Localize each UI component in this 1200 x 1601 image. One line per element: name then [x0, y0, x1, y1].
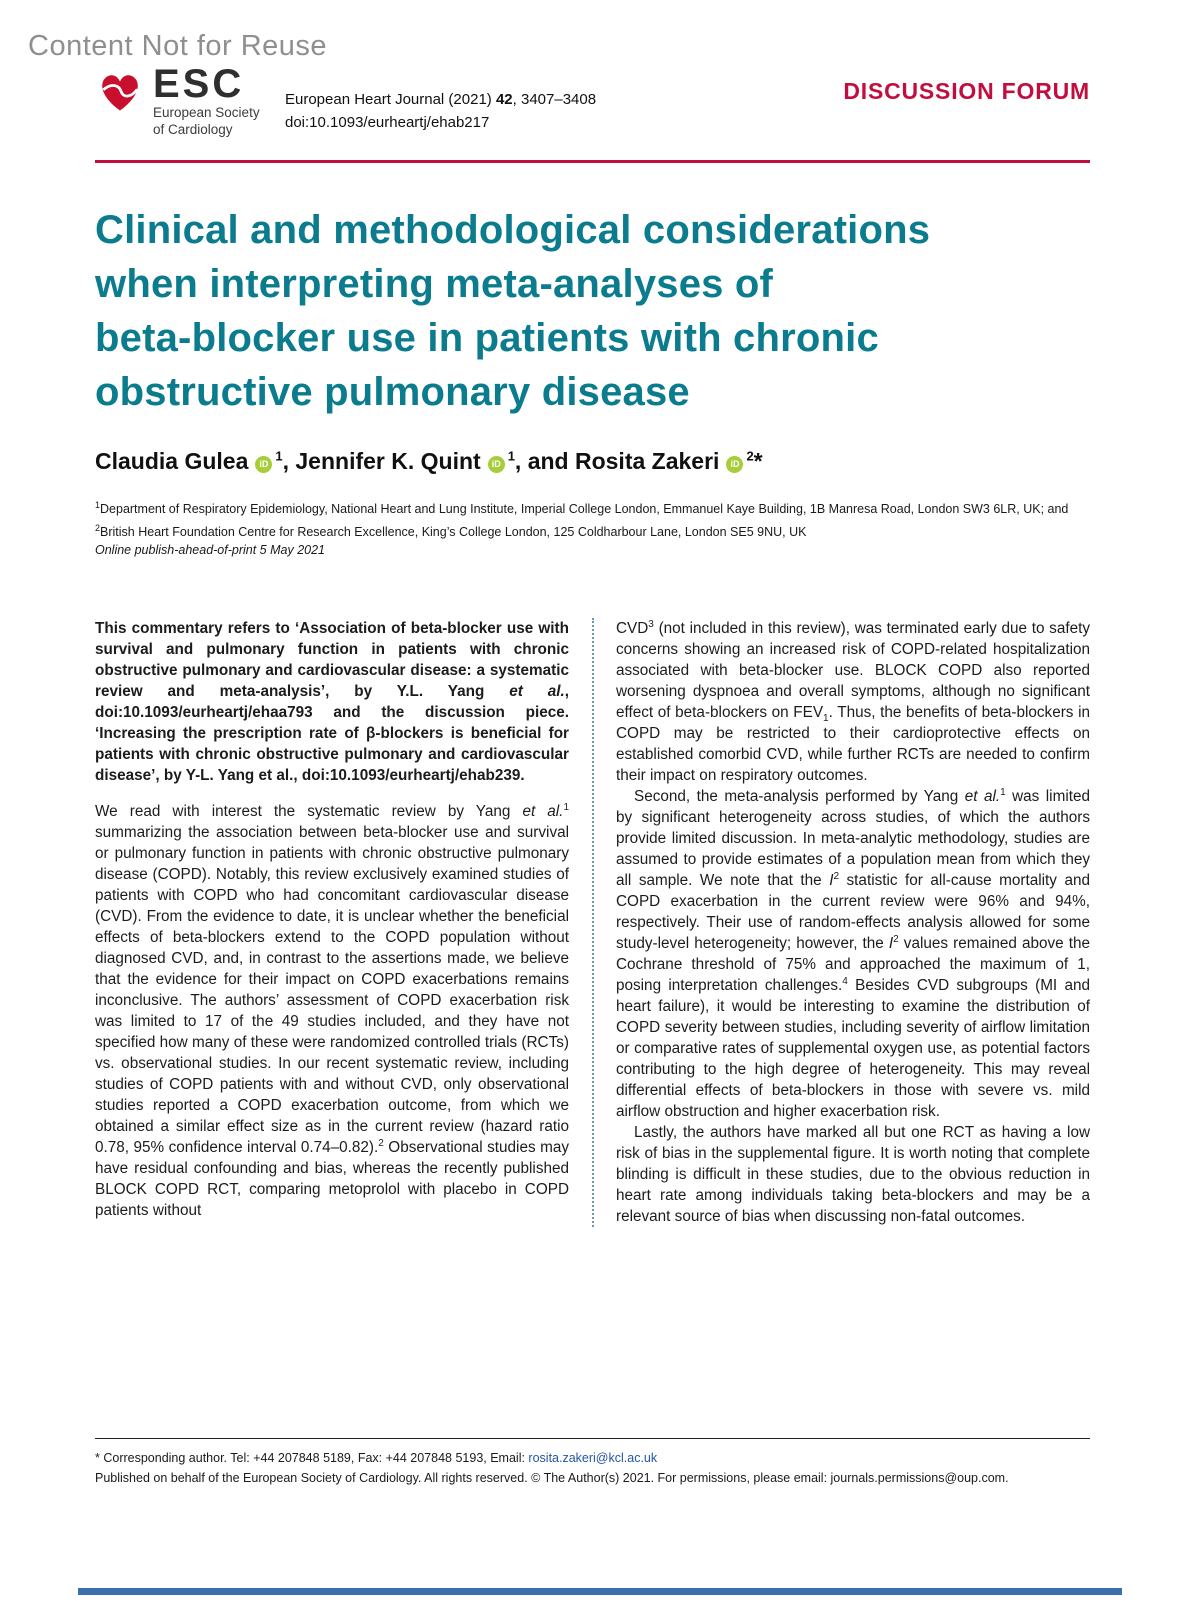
- column-divider: [592, 618, 594, 1227]
- citation-volume: 42: [495, 91, 513, 108]
- citation-line: European Heart Journal (2021) 42, 3407–3408: [285, 91, 597, 108]
- citation-doi: doi:10.1093/eurheartj/ehab217: [285, 114, 490, 131]
- watermark-text: Content Not for Reuse: [28, 30, 328, 62]
- copyright-note: Published on behalf of the European Society of Cardiology. All rights reserved. © The Author(s) 2021. For permissions, please email: journals.permissions@oup.com.: [95, 1471, 1009, 1485]
- orcid-icon[interactable]: iD: [726, 456, 743, 473]
- bottom-page-bar: [78, 1588, 1122, 1595]
- corresponding-author-note: * Corresponding author. Tel: +44 207848 5189, Fax: +44 207848 5193, Email: rosita.zakeri@kcl.ac.uk: [95, 1451, 658, 1465]
- orcid-icon[interactable]: iD: [255, 456, 272, 473]
- corresponding-author-star: *: [753, 448, 763, 474]
- title-line-1: Clinical and methodological considerations: [95, 208, 931, 252]
- page-title: [95, 203, 1095, 419]
- esc-heart-icon: [95, 68, 145, 119]
- esc-society-line1: European Society: [153, 105, 260, 120]
- header-rule: [95, 160, 1090, 163]
- article-body: [95, 618, 1090, 1227]
- affiliation-1: $^1$Department of Respiratory Epidemiology, National Heart and Lung Institute, Imperial College London, Emmanuel Kaye Building, 1B Manresa Road, London SW3 6LR, UK; and: [95, 500, 1069, 517]
- discussion-forum-label: DISCUSSION FORUM: [843, 78, 1090, 104]
- journal-citation: [285, 88, 596, 134]
- esc-logo: [95, 64, 260, 138]
- body-paragraph: We read with interest the systematic review by Yang et al.$^1$ summarizing the association between beta-blocker use and survival or pulmonary function in patients with chronic obstructive pulmonary disease (COPD). Notably, this review exclusively examined studies of patients with COPD who had concomitant cardiovascular disease (CVD). From the evidence to date, it is unclear whether the beneficial effects of beta-blockers extend to the COPD population without diagnosed CVD, and, in contrast to the assertions made, we believe that the evidence for their impact on COPD exacerbations remains inconclusive. The authors’ assessment of COPD exacerbation risk was limited to 17 of the 49 studies included, and they have not specified how many of these were randomized controlled trials (RCTs) vs. observational studies. In our recent systematic review, including studies of COPD patients with and without CVD, only observational studies reported a COPD exacerbation outcome, from which we obtained a similar effect size as in the current review (hazard ratio 0.78, 95% confidence interval 0.74–0.82).$^2$ Observational studies may have residual confounding and bias, whereas the recently published BLOCK COPD RCT, comparing metoprolol with placebo in COPD patients without: [95, 801, 569, 1219]
- affiliations: [95, 496, 1095, 542]
- title-line-3: beta-blocker use in patients with chronic: [95, 316, 879, 360]
- commentary-refers-paragraph: This commentary refers to ‘Association of beta-blocker use with survival and pulmonary function in patients with chronic obstructive pulmonary and cardiovascular disease: a systematic review and meta-analysis’, by Y.L. Yang et al., doi:10.1093/eurheartj/ehaa793 and the discussion piece. ‘Increasing the prescription rate of β-blockers is beneficial for patients with chronic obstructive pulmonary and cardiovascular disease’, by Y-L. Yang et al., doi:10.1093/eurheartj/ehab239.: [95, 620, 569, 784]
- body-paragraph: CVD$^3$ (not included in this review), was terminated early due to safety concerns showing an increased risk of COPD-related hospitalization associated with beta-blocker use. BLOCK COPD also reported worsening dyspnoea and overall symptoms, although no significant effect of beta-blockers on $FEV_1$. Thus, the benefits of beta-blockers in COPD may be restricted to their cardioprotective effects on established comorbid CVD, while further RCTs are needed to confirm their impact on respiratory outcomes.: [616, 618, 1090, 784]
- orcid-icon[interactable]: iD: [488, 456, 505, 473]
- right-column: [616, 618, 1090, 1227]
- footer: [95, 1438, 1090, 1488]
- body-paragraph: Lastly, the authors have marked all but one RCT as having a low risk of bias in the supplemental figure. It is worth noting that complete blinding is difficult in these studies, due to the obvious reduction in heart rate among individuals taking beta-blockers and may be a relevant source of bias when discussing non-fatal outcomes.: [616, 1124, 1090, 1225]
- affiliation-2: $^2$British Heart Foundation Centre for Research Excellence, King’s College London, 125 Coldharbour Lane, London SE5 9NU, UK: [95, 523, 807, 540]
- esc-society-line2: of Cardiology: [153, 122, 233, 137]
- esc-logo-text: ESC: [153, 62, 245, 106]
- body-paragraph: Second, the meta-analysis performed by Yang et al.$^1$ was limited by significant heterogeneity across studies, of which the authors provide limited discussion. In meta-analytic methodology, studies are assumed to provide estimates of a population mean from which they all sample. We note that the $I^2$ statistic for all-cause mortality and COPD exacerbation in the current review were 96% and 94%, respectively. Their use of random-effects analysis allowed for some study-level heterogeneity; however, the $I^2$ values remained above the Cochrane threshold of 75% and approached the maximum of 1, posing interpretation challenges.$^4$ Besides CVD subgroups (MI and heart failure), it would be interesting to examine the distribution of COPD severity between studies, including severity of airflow limitation or comparative rates of supplemental oxygen use, as potential factors contributing to the high degree of heterogeneity. This may reveal differential effects of beta-blockers in those with severe vs. mild airflow obstruction and higher exacerbation risk.: [616, 786, 1090, 1120]
- left-column: [95, 618, 569, 1227]
- author-1: Claudia Gulea $iD^1$: [95, 448, 283, 474]
- author-3: Rosita Zakeri $iD^2*$: [574, 448, 763, 474]
- title-line-4: obstructive pulmonary disease: [95, 370, 690, 414]
- author-list: Claudia Gulea $iD^1$, Jennifer K. Quint $iD^1$, and Rosita Zakeri $iD^2*$: [95, 448, 763, 474]
- email-link[interactable]: rosita.zakeri@kcl.ac.uk: [528, 1451, 658, 1465]
- title-line-2: when interpreting meta-analyses of: [95, 262, 774, 306]
- author-2: Jennifer K. Quint $iD^1$: [295, 448, 515, 474]
- online-publish-date: Online publish-ahead-of-print 5 May 2021: [95, 543, 325, 557]
